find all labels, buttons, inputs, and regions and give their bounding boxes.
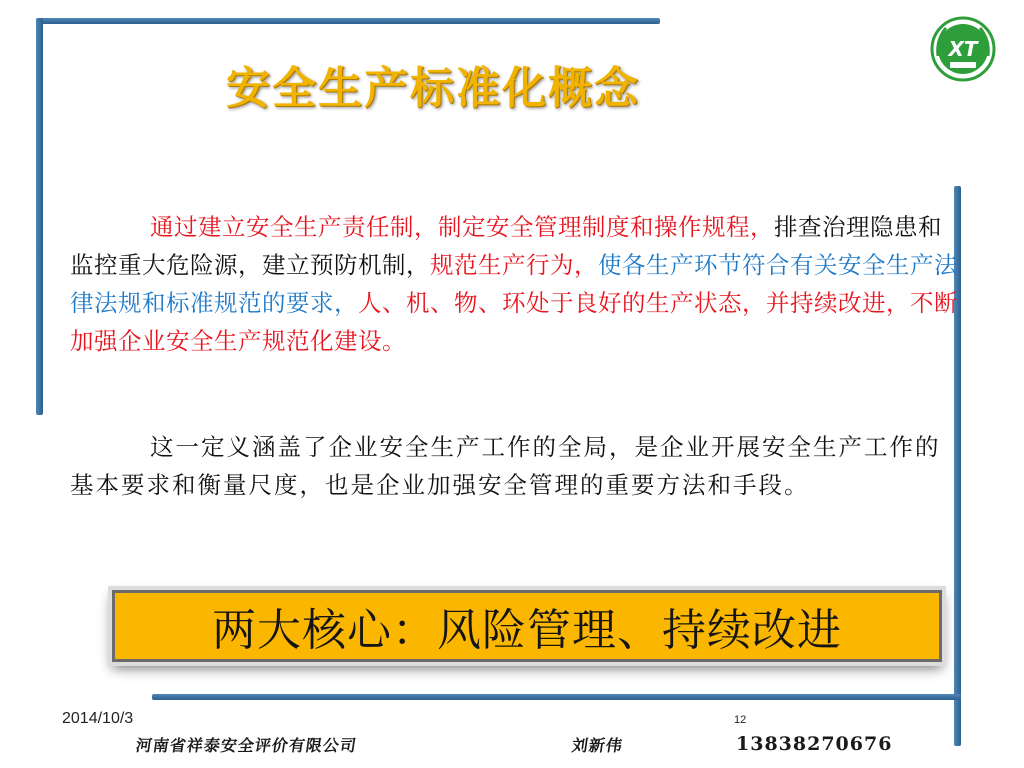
footer-company: 河南省祥泰安全评价有限公司 <box>134 736 359 755</box>
definition-segment-5: 人、机、物、环处于良好的生产状态，并持续改进，不断加强企业安全生产规范化建设。 <box>70 289 958 355</box>
footer-date: 2014/10/3 <box>62 710 134 727</box>
svg-text:XT: XT <box>948 37 978 61</box>
definition-segment-1: 通过建立安全生产责任制，制定安全管理制度和操作规程， <box>150 213 774 241</box>
definition-segment-4: 使各生产环节符合有关安全生产法律法规和标准规范的要求， <box>70 251 958 317</box>
footer-person: 刘新伟 <box>570 736 625 755</box>
core-principles-box <box>112 590 942 662</box>
core-principles-text: 两大核心：风险管理、持续改进 <box>212 605 842 656</box>
definition-segment-2: 排查治理隐患和监控重大危险源，建立预防机制， <box>70 213 942 279</box>
page-number: 12 <box>734 714 747 726</box>
slide-title: 安全生产标准化概念 <box>226 63 640 114</box>
footer-phone: 13838270676 <box>736 733 893 755</box>
definition-paragraph <box>70 208 962 360</box>
frame-top-line <box>36 18 660 24</box>
definition-segment-3: 规范生产行为， <box>430 251 598 279</box>
frame-left-line <box>36 18 43 415</box>
frame-bottom-line <box>152 694 961 700</box>
scope-paragraph: 这一定义涵盖了企业安全生产工作的全局，是企业开展安全生产工作的基本要求和衡量尺度，也是企业加强安全管理的重要方法和手段。 <box>70 433 941 499</box>
company-logo <box>930 16 996 82</box>
